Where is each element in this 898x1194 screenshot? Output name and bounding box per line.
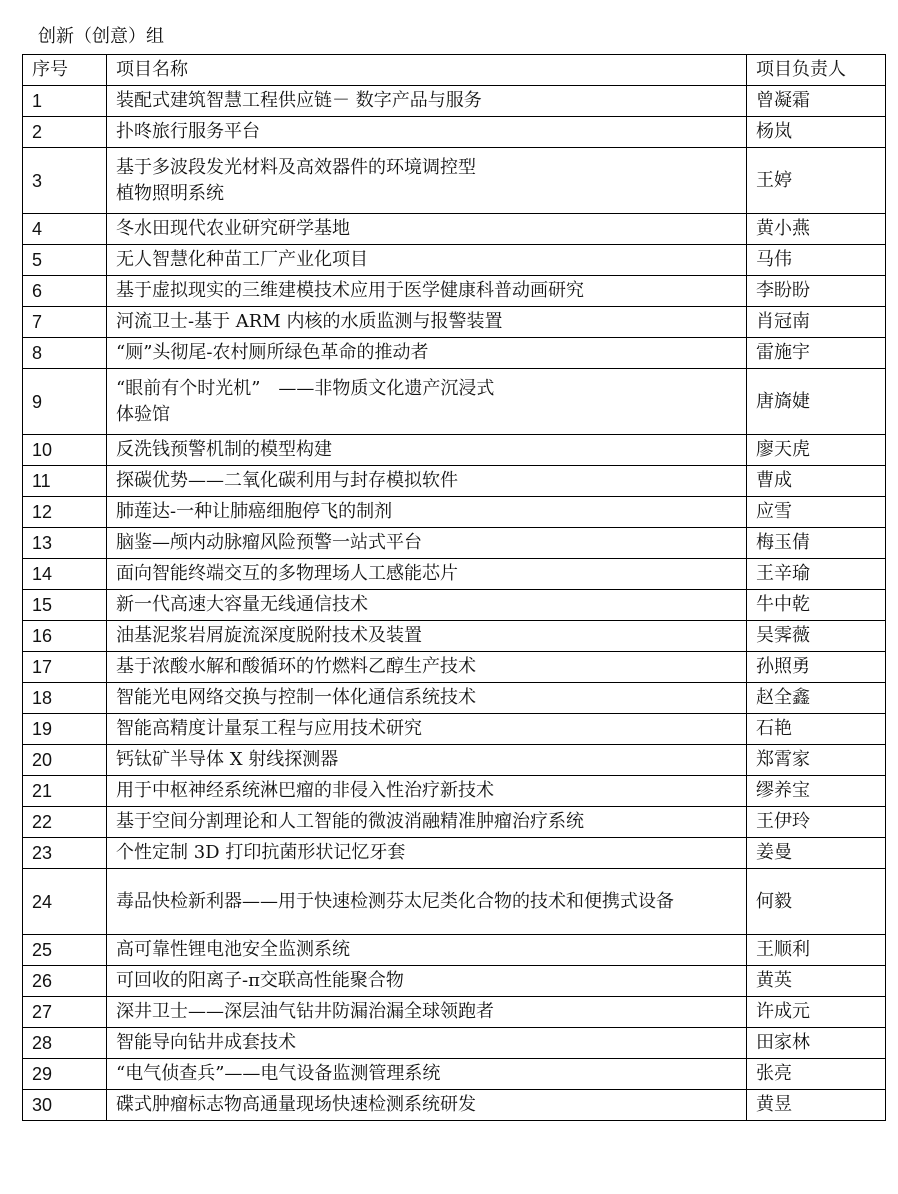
table-header-row [23,55,886,86]
project-number: 30 [23,1090,107,1121]
project-number: 22 [23,807,107,838]
project-leader: 李盼盼 [747,276,886,307]
project-leader: 田家林 [747,1028,886,1059]
project-number: 11 [23,466,107,497]
project-leader: 王辛瑜 [747,559,886,590]
table-row [23,214,886,245]
project-number: 18 [23,683,107,714]
project-number: 27 [23,997,107,1028]
project-name: 无人智慧化种苗工厂产业化项目 [107,245,747,276]
table-row [23,776,886,807]
project-leader: 许成元 [747,997,886,1028]
project-leader: 王婷 [747,148,886,214]
table-row [23,276,886,307]
table-row [23,807,886,838]
header-name: 项目名称 [107,55,747,86]
project-number: 8 [23,338,107,369]
project-number: 3 [23,148,107,214]
project-name: 反洗钱预警机制的模型构建 [107,435,747,466]
project-leader: 应雪 [747,497,886,528]
project-name: 碟式肿瘤标志物高通量现场快速检测系统研发 [107,1090,747,1121]
table-row [23,869,886,935]
project-number: 21 [23,776,107,807]
table-row [23,714,886,745]
project-leader: 郑霄家 [747,745,886,776]
project-number: 10 [23,435,107,466]
project-leader: 曾凝霜 [747,86,886,117]
table-row [23,935,886,966]
project-leader: 黄小燕 [747,214,886,245]
project-number: 24 [23,869,107,935]
table-row [23,528,886,559]
project-leader: 黄英 [747,966,886,997]
project-number: 13 [23,528,107,559]
project-leader: 马伟 [747,245,886,276]
table-row [23,148,886,214]
table-row [23,559,886,590]
project-name: 个性定制 3D 打印抗菌形状记忆牙套 [107,838,747,869]
project-number: 2 [23,117,107,148]
project-name: 基于多波段发光材料及高效器件的环境调控型 植物照明系统 [107,148,747,214]
project-number: 5 [23,245,107,276]
project-name: 新一代高速大容量无线通信技术 [107,590,747,621]
table-row [23,307,886,338]
project-name: 冬水田现代农业研究研学基地 [107,214,747,245]
table-row [23,966,886,997]
table-row [23,338,886,369]
table-row [23,466,886,497]
project-name: “眼前有个时光机” ——非物质文化遗产沉浸式 体验馆 [107,369,747,435]
project-name: 高可靠性锂电池安全监测系统 [107,935,747,966]
project-number: 6 [23,276,107,307]
project-name: 基于虚拟现实的三维建模技术应用于医学健康科普动画研究 [107,276,747,307]
project-leader: 雷施宇 [747,338,886,369]
project-name: 智能导向钻井成套技术 [107,1028,747,1059]
table-row [23,652,886,683]
project-leader: 梅玉倩 [747,528,886,559]
project-leader: 缪养宝 [747,776,886,807]
table-row [23,745,886,776]
header-number: 序号 [23,55,107,86]
project-number: 17 [23,652,107,683]
project-leader: 吴霁薇 [747,621,886,652]
table-body [23,86,886,1121]
project-leader: 廖天虎 [747,435,886,466]
project-name: 用于中枢神经系统淋巴瘤的非侵入性治疗新技术 [107,776,747,807]
table-row [23,621,886,652]
project-leader: 赵全鑫 [747,683,886,714]
project-number: 26 [23,966,107,997]
project-name: 扑咚旅行服务平台 [107,117,747,148]
project-table [22,54,886,1121]
project-name: “厕”头彻尾-农村厕所绿色革命的推动者 [107,338,747,369]
project-number: 7 [23,307,107,338]
project-leader: 王顺利 [747,935,886,966]
project-name: 基于空间分割理论和人工智能的微波消融精准肿瘤治疗系统 [107,807,747,838]
project-number: 12 [23,497,107,528]
project-leader: 张亮 [747,1059,886,1090]
project-number: 1 [23,86,107,117]
project-leader: 曹成 [747,466,886,497]
project-leader: 姜曼 [747,838,886,869]
table-row [23,1059,886,1090]
table-row [23,590,886,621]
table-row [23,245,886,276]
project-number: 20 [23,745,107,776]
table-row [23,369,886,435]
project-name: 深井卫士——深层油气钻井防漏治漏全球领跑者 [107,997,747,1028]
project-leader: 牛中乾 [747,590,886,621]
project-number: 19 [23,714,107,745]
project-number: 29 [23,1059,107,1090]
table-row [23,117,886,148]
project-name: 河流卫士-基于 ARM 内核的水质监测与报警装置 [107,307,747,338]
project-name: 油基泥浆岩屑旋流深度脱附技术及装置 [107,621,747,652]
table-row [23,435,886,466]
project-name: 可回收的阳离子-π交联高性能聚合物 [107,966,747,997]
project-number: 23 [23,838,107,869]
project-leader: 唐旖婕 [747,369,886,435]
project-number: 16 [23,621,107,652]
project-name: 装配式建筑智慧工程供应链－ 数字产品与服务 [107,86,747,117]
table-row [23,838,886,869]
project-name: 探碳优势——二氧化碳利用与封存模拟软件 [107,466,747,497]
project-leader: 石艳 [747,714,886,745]
header-leader: 项目负责人 [747,55,886,86]
project-number: 25 [23,935,107,966]
project-name: 脑鉴—颅内动脉瘤风险预警一站式平台 [107,528,747,559]
project-leader: 何毅 [747,869,886,935]
project-name: 肺莲达-一种让肺癌细胞停飞的制剂 [107,497,747,528]
table-row [23,86,886,117]
project-leader: 杨岚 [747,117,886,148]
project-number: 9 [23,369,107,435]
project-name: 毒品快检新利器——用于快速检测芬太尼类化合物的技术和便携式设备 [107,869,747,935]
project-name: 智能高精度计量泵工程与应用技术研究 [107,714,747,745]
project-name: 基于浓酸水解和酸循环的竹燃料乙醇生产技术 [107,652,747,683]
project-leader: 孙照勇 [747,652,886,683]
table-row [23,1090,886,1121]
project-name: 智能光电网络交换与控制一体化通信系统技术 [107,683,747,714]
table-row [23,497,886,528]
project-leader: 王伊玲 [747,807,886,838]
table-row [23,997,886,1028]
project-number: 15 [23,590,107,621]
table-row [23,683,886,714]
table-row [23,1028,886,1059]
project-leader: 肖冠南 [747,307,886,338]
project-number: 4 [23,214,107,245]
group-title: 创新（创意）组 [38,26,164,47]
project-name: 面向智能终端交互的多物理场人工感能芯片 [107,559,747,590]
project-leader: 黄昱 [747,1090,886,1121]
project-name: 钙钛矿半导体 X 射线探测器 [107,745,747,776]
project-name: “电气侦查兵”——电气设备监测管理系统 [107,1059,747,1090]
project-number: 28 [23,1028,107,1059]
project-number: 14 [23,559,107,590]
